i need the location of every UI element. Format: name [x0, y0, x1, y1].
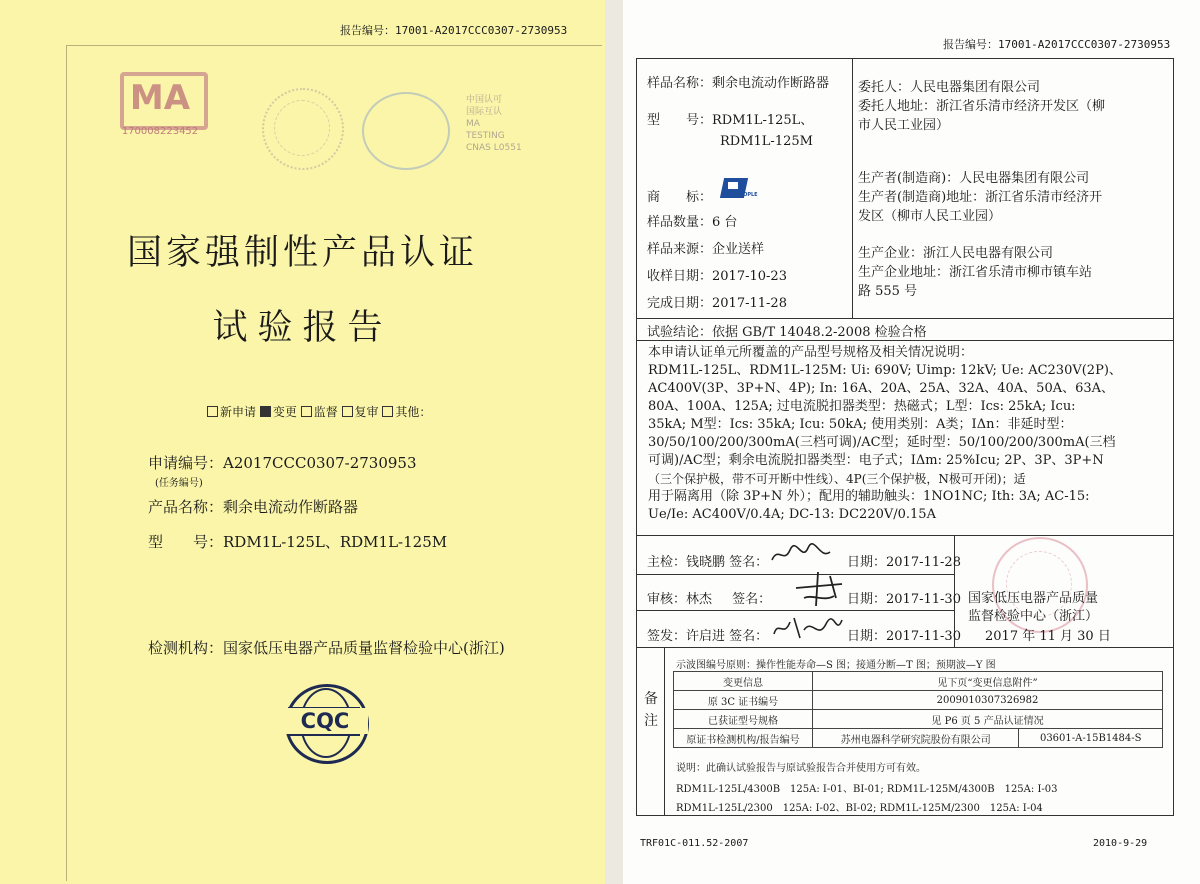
maker-address-cont: 发区（柳市人民工业园） — [858, 209, 1002, 224]
application-number-label: 申请编号： — [148, 454, 224, 472]
cma-mark — [112, 72, 208, 142]
sample-name: 剩余电流动作断路器 — [712, 76, 830, 91]
cnas-line: MA — [466, 119, 480, 129]
scope-line: 可调)/AC型；剩余电流脱扣器类型：电子式；IΔm: 25%Icu; 2P、3P、3P+N — [648, 453, 1104, 468]
scope-line: 35kA; M型：Ics: 35kA; Icu: 50kA; 使用类别：A类；IΔn：非延时型： — [648, 417, 1073, 432]
remarks-label: 备注 — [644, 691, 658, 729]
scope-title: 本申请认证单元所覆盖的产品型号规格及相关情况说明： — [648, 345, 974, 360]
client-address: 浙江省乐清市经济开发区（柳 — [936, 99, 1106, 114]
table-cell: 已获证型号规格 — [674, 710, 813, 729]
factory-row: 生产企业：浙江人民电器有限公司 — [858, 246, 1054, 261]
remarks-table — [673, 671, 1163, 748]
cnas-line: 国际互认 — [466, 107, 503, 117]
reference-line: RDM1L-125L/2300 125A: I-02、BI-02; RDM1L-125M/2300 125A: I-04 — [676, 803, 1043, 814]
reviewer-name: 林杰 — [686, 592, 713, 607]
reference-line: RDM1L-125L/4300B 125A: I-01、BI-01; RDM1L-125M/4300B 125A: I-03 — [676, 784, 1058, 795]
table-row — [674, 710, 1163, 729]
table-cell: 见下页“变更信息附件” — [813, 672, 1163, 691]
factory-address-cont: 路 555 号 — [858, 284, 918, 299]
product-name-row — [148, 496, 358, 517]
cnas-line: TESTING — [466, 131, 505, 141]
cnas-line: 中国认可 — [466, 95, 503, 105]
row-divider — [637, 535, 1173, 536]
sample-source-row: 样品来源：企业送样 — [647, 242, 765, 257]
option-other[interactable]: 其他： — [382, 405, 431, 419]
signature-chief — [768, 542, 834, 568]
received-date: 2017-10-23 — [712, 269, 787, 284]
cnas-line: CNAS L0551 — [466, 143, 522, 153]
cqc-logo — [282, 682, 368, 762]
maker-name: 人民电器集团有限公司 — [959, 171, 1090, 186]
scope-line: 80A、100A、125A; 过电流脱扣器类型：热磁式；L型：Ics: 25kA; Icu: — [648, 399, 1076, 414]
chief-date: 2017-11-28 — [886, 555, 961, 570]
page-gutter — [605, 0, 623, 884]
checkbox-icon — [342, 406, 353, 417]
option-new[interactable]: 新申请 — [207, 405, 256, 419]
scope-line: 30/50/100/200/300mA(三档可调)/AC型；延时型：50/100/200/300mA(三档 — [648, 435, 1116, 450]
sample-name-row: 样品名称：剩余电流动作断路器 — [647, 76, 830, 91]
table-row — [674, 691, 1163, 710]
approver-name: 许启进 — [686, 629, 726, 644]
issuing-center-1: 国家低压电器产品质量 — [968, 591, 1099, 606]
test-organization-label: 检测机构： — [148, 639, 224, 657]
application-type-options — [207, 403, 431, 420]
maker-address: 浙江省乐清市经济开 — [985, 190, 1103, 205]
cma-mark-text: MA — [129, 78, 191, 118]
model-row — [148, 531, 447, 552]
waveform-note: 示波图编号原则：操作性能寿命—S 图；接通分断—T 图；预期波—Y 图 — [676, 660, 996, 671]
approver-date: 2017-11-30 — [886, 629, 961, 644]
cnas-mark-text — [466, 94, 522, 154]
product-name: 剩余电流动作断路器 — [223, 498, 359, 516]
cover-subtitle: 试验报告 — [212, 308, 393, 348]
sample-model-2: RDM1L-125M — [720, 134, 813, 149]
issuing-center-2: 监督检验中心（浙江） — [968, 609, 1099, 624]
test-conclusion: 试验结论：依据 GB/T 14048.2-2008 检验合格 — [647, 325, 927, 340]
scope-description — [648, 344, 1163, 524]
table-cell: 苏州电器科学研究院股份有限公司 — [813, 729, 1019, 748]
signature-reviewer — [790, 568, 850, 608]
reviewer-date-row: 日期：2017-11-30 — [847, 592, 961, 607]
product-name-label: 产品名称： — [148, 498, 224, 516]
signature-approver — [770, 612, 844, 642]
maker-address-row: 生产者(制造商)地址：浙江省乐清市经济开 — [858, 190, 1103, 205]
sample-qty: 6 台 — [712, 215, 738, 230]
model-value: RDM1L-125L、RDM1L-125M — [223, 533, 448, 551]
row-divider — [637, 610, 954, 611]
column-divider — [664, 648, 665, 815]
reviewer-date: 2017-11-30 — [886, 592, 961, 607]
trademark-logo — [722, 178, 756, 200]
row-divider — [637, 340, 1173, 341]
reviewer-row: 审核：林杰 签名： — [647, 592, 772, 607]
received-date-row: 收样日期：2017-10-23 — [647, 269, 787, 284]
model-label: 型 号： — [148, 533, 224, 551]
test-organization-row — [148, 637, 505, 658]
approver-row: 签发：许启进 签名： — [647, 629, 769, 644]
scope-line: （三个保护极，带不可开断中性线）、4P(三个保护极，N极可开闭)；适 — [648, 472, 1026, 486]
factory-name: 浙江人民电器有限公司 — [923, 246, 1054, 261]
form-date: 2010-9-29 — [1093, 838, 1148, 849]
cover-report-number: 报告编号：17001-A2017CCC0307-2730953 — [340, 24, 568, 37]
chief-inspector-row: 主检：钱晓鹏 签名： — [647, 555, 769, 570]
table-row — [674, 729, 1163, 748]
approver-date-row: 日期：2017-11-30 — [847, 629, 961, 644]
trademark-text: PEOPLE — [736, 192, 758, 198]
checkbox-checked-icon — [260, 406, 271, 417]
table-cell: 03601-A-15B1484-S — [1019, 729, 1163, 748]
checkbox-icon — [382, 406, 393, 417]
cqc-logo-text: CQC — [282, 708, 368, 734]
option-supervision[interactable]: 监督 — [301, 405, 338, 419]
application-number: A2017CCC0307-2730953 — [223, 454, 417, 472]
client-name: 人民电器集团有限公司 — [910, 80, 1041, 95]
factory-address-row: 生产企业地址：浙江省乐清市柳市镇车站 — [858, 265, 1093, 280]
table-cell: 原证书检测机构/报告编号 — [674, 729, 813, 748]
client-address-cont: 市人民工业园） — [858, 118, 950, 133]
task-number-label: (任务编号) — [155, 478, 203, 489]
checkbox-icon — [301, 406, 312, 417]
sample-model-row: 型 号：RDM1L-125L、 — [647, 113, 814, 128]
table-cell: 变更信息 — [674, 672, 813, 691]
checkbox-icon — [207, 406, 218, 417]
sample-model-1: RDM1L-125L、 — [712, 113, 814, 128]
completed-date: 2017-11-28 — [712, 296, 787, 311]
sample-source: 企业送样 — [712, 242, 765, 257]
issue-date: 2017 年 11 月 30 日 — [985, 629, 1111, 644]
client-address-row: 委托人地址：浙江省乐清市经济开发区（柳 — [858, 99, 1106, 114]
test-organization: 国家低压电器产品质量监督检验中心(浙江) — [223, 639, 505, 657]
client-row: 委托人：人民电器集团有限公司 — [858, 80, 1041, 95]
scope-line: RDM1L-125L、RDM1L-125M: Ui: 690V; Uimp: 12kV; Ue: AC230V(2P)、 — [648, 363, 1122, 378]
cover-title: 国家强制性产品认证 — [126, 233, 478, 273]
option-change[interactable]: 变更 — [260, 405, 297, 419]
factory-address: 浙江省乐清市柳市镇车站 — [949, 265, 1093, 280]
guilloche-seal-inner — [274, 100, 330, 156]
table-cell: 2009010307326982 — [813, 691, 1163, 710]
option-review[interactable]: 复审 — [342, 405, 379, 419]
column-divider — [852, 59, 853, 318]
chief-inspector-name: 钱晓鹏 — [686, 555, 726, 570]
row-divider — [637, 318, 1173, 319]
maker-row: 生产者(制造商)：人民电器集团有限公司 — [858, 171, 1090, 186]
sample-qty-row: 样品数量：6 台 — [647, 215, 738, 230]
scope-line: 用于隔离用（除 3P+N 外）；配用的辅助触头：1NO1NC; Ith: 3A; AC-15: — [648, 489, 1090, 504]
trademark-label: 商 标： — [647, 190, 713, 205]
table-cell: 见 P6 页 5 产品认证情况 — [813, 710, 1163, 729]
scope-line: AC400V(3P、3P+N、4P); In: 16A、20A、25A、32A、40A、50A、63A、 — [648, 381, 1115, 396]
form-code: TRF01C-011.52-2007 — [640, 838, 749, 849]
ilac-mark — [362, 92, 450, 170]
application-number-row — [148, 452, 417, 473]
completed-date-row: 完成日期：2017-11-28 — [647, 296, 787, 311]
explanation-note: 说明：此确认试验报告与原试验报告合并使用方可有效。 — [676, 763, 926, 774]
chief-date-row: 日期：2017-11-28 — [847, 555, 961, 570]
table-cell: 原 3C 证书编号 — [674, 691, 813, 710]
page-report-number: 报告编号：17001-A2017CCC0307-2730953 — [943, 38, 1171, 51]
scope-line: Ue/Ie: AC400V/0.4A; DC-13: DC220V/0.15A — [648, 507, 936, 522]
table-row — [674, 672, 1163, 691]
cma-number: 170008223452 — [121, 126, 199, 137]
